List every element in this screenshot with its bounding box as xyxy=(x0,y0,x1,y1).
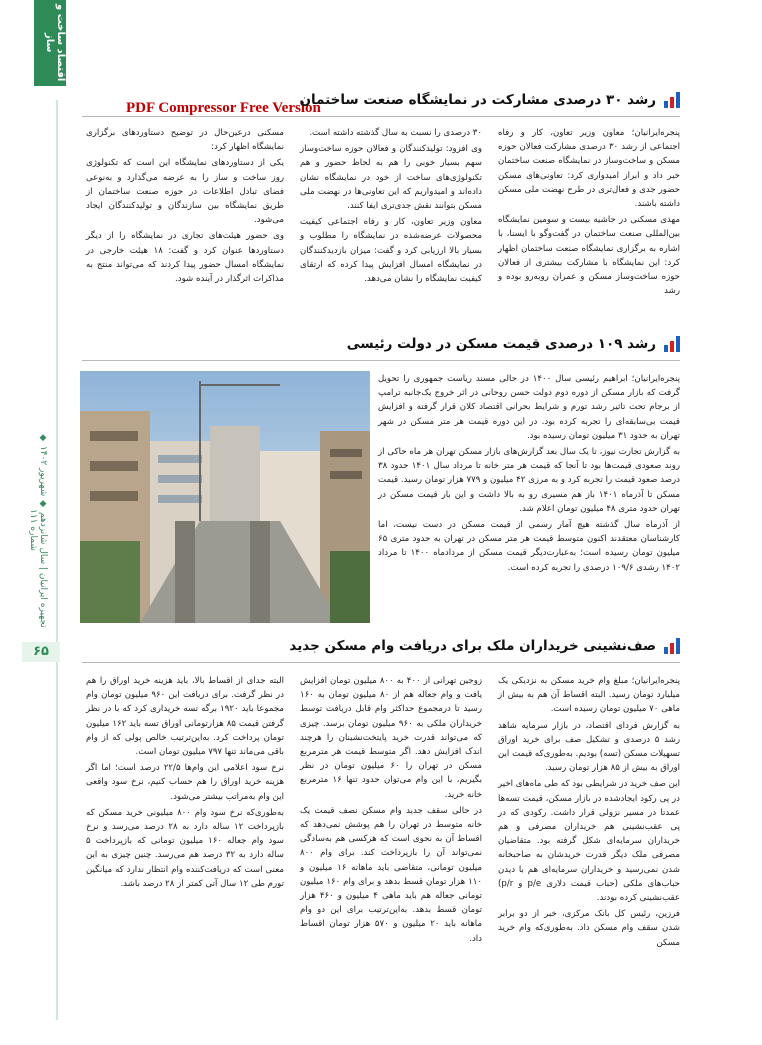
article-2-heading: رشد ۱۰۹ درصدی قیمت مسکن در دولت رئیسی xyxy=(347,336,680,352)
magazine-issue-line: تجهیزه ایرانیان | سال شانزدهم ◆ شهریور ۱۴۰۲ ◆ شماره ۱۱۱ xyxy=(28,432,48,628)
article-2-rule xyxy=(82,360,680,361)
article-3-col-1: پنجره‌ایرانیان؛ مبلغ وام خرید مسکن به نزدیکی یک میلیارد تومان رسید. البته اقساط آن هم به بیش از ماهی ۷۰ میلیون تومان رسیده است. به گزارش فردای اقتصاد، در بازار سرمایه شاهد رشد ۵ درصدی و تشکیل صف برای خرید اوراق تسهیلات مسکن (تسه) بودیم. به‌طوری‌که قیمت این اوراق به بیش از ۸۵ هزار تومان رسید. این صف خرید در شرایطی بود که طی ماه‌های اخیر در پی رکود ایجادشده در بازار مسکن، قیمت تسه‌ها عمدتا در مسیر نزولی قرار داشت. رکودی که در پی عقب‌نشینی هم خریداران مصرفی و هم خریداران سرمایه‌ای شکل گرفته بود. متقاضیان مصرفی ملک دیگر قدرت خریدشان به صاحبخانه شدن نمی‌رسید و خریداران سرمایه‌ای هم با دیدن حباب‌های ملکی (حباب قیمت دلاری p/e و p/r) عقب‌نشینی کرده بودند. فرزین، رئیس کل بانک مرکزی، خبر از دو برابر شدن سقف وام مسکن داد. به‌طوری‌که وام خرید مسکن xyxy=(498,676,680,948)
article-1-col-1: پنجره‌ایرانیان؛ معاون وزیر تعاون، کار و رفاه اجتماعی از رشد ۳۰ درصدی مشارکت فعالان حوزه مسکن و ساخت‌وساز در نمایشگاه صنعت ساختمان خبر داد و ابراز امیدواری کرد: تعاونی‌های مسکن حضور جدی و فعال‌تری در طرح نهضت ملی مسکن داشته باشند. مهدی مسکنی در حاشیه بیست و سومین نمایشگاه بین‌المللی صنعت ساختمان در گفت‌وگو با ایسنا، با اشاره به برگزاری نمایشگاه صنعت ساختمان اظهار کرد: این نمایشگاه با مشارکت بیشتری از فعالان حوزه ساخت‌وساز مسکن و عمران روبه‌رو بوده و رشد xyxy=(498,128,681,297)
heading-bars-icon xyxy=(662,638,680,654)
side-rule xyxy=(56,100,58,1020)
heading-bars-icon xyxy=(662,92,680,108)
article-1-rule xyxy=(82,116,680,117)
article-2-body: پنجره‌ایرانیان؛ ابراهیم رئیسی سال ۱۴۰۰ در حالی مسند ریاست جمهوری را تحویل گرفت که بازار مسکن از دوره دوم دولت حسن روحانی در اثر خروج یک‌جانبه ترامپ از برجام تحت تاثیر رشد تورم و شرایط بحرانی اقتصاد کلان قرار گرفته و افزایش قیمت بی‌سابقه‌ای را تجربه کرده بود. در این دوره قیمت هر متر مسکن در شهر تهران به حدود ۳۱ میلیون تومان رسیده بود. به گزارش تجارت نیوز، تا یک سال بعد گزارش‌های بازار مسکن تهران هر ماه حاکی از روند صعودی قیمت‌ها بود تا آنجا که قیمت هر متر خانه تا مرداد سال ۱۴۰۱ حدود ۳۸ درصد صعود قیمت را تجربه کرد و به مرزی ۴۲ میلیون و ۷۷۹ هزار تومان رسید. قیمت مسکن تا آذرماه ۱۴۰۱ باز هم مسیری رو به بالا داشت و این بار قیمت مسکن در تهران حدود متری ۴۸ میلیون تومان اعلام شد. از آذرماه سال گذشته هیچ آمار رسمی از قیمت مسکن در دست نیست، اما کارشناسان معتقدند اکنون متوسط قیمت هر متر مسکن در تهران به حدود متری ۶۵ میلیون تومان رسیده است؛ به‌عبارت‌دیگر قیمت مسکن از مردادماه ۱۴۰۰ تا مرداد ۱۴۰۲ رشدی ۱۰۹/۶ درصدی را تجربه کرده است. xyxy=(378,374,680,573)
article-3-col-3: البته جدای از اقساط بالا، باید هزینه خرید اوراق را هم در نظر گرفت. برای دریافت این ۹۶۰ میلیون تومان وام مجموعا باید ۱۹۲۰ برگه تسه خریداری کرد که با در نظر گرفتن قیمت ۸۵ هزارتومانی اوراق تسه باید ۱۶۲ میلیون تومان پرداخت کرد. به‌این‌ترتیب خالص پولی که از وام باقی می‌ماند تنها ۷۹۷ میلیون تومان است. نرخ سود اعلامی این وام‌ها ۲۲/۵ درصد است؛ اما اگر هزینه خرید اوراق را هم حساب کنیم، نرخ سود واقعی این وام به‌مراتب بیشتر می‌شود. به‌طوری‌که نرخ سود وام ۸۰۰ میلیونی خرید مسکن که بازپرداخت ۱۲ ساله دارد به ۲۸ درصد می‌رسد و نرخ سود وام جعاله ۱۶۰ میلیون تومانی که بازپرداخت ۵ ساله دارد به ۳۲ درصد هم می‌رسد. چنین چیزی به این معنی است که دریافت‌کننده وام انتظار ندارد که میانگین تورم طی ۱۲ سال آتی کمتر از ۲۸ درصد باشد. xyxy=(86,676,285,889)
article-3-heading: صف‌نشینی خریداران ملک برای دریافت وام مسکن جدید xyxy=(289,638,680,654)
article-1-heading: رشد ۳۰ درصدی مشارکت در نمایشگاه صنعت ساختمان xyxy=(299,92,680,108)
section-tab xyxy=(34,0,66,86)
heading-bars-icon xyxy=(662,336,680,352)
city-construction-photo xyxy=(80,371,370,623)
article-1-col-2: ۳۰ درصدی را نسبت به سال گذشته داشته است. وی افزود: تولیدکنندگان و فعالان حوزه ساخت‌وساز سهم بسیار خوبی را هم به لحاظ حضور و هم تکنولوژی‌های ساخت از خود در نمایشگاه نشان داده‌اند و امیدواریم که این تعاونی‌ها در نهضت ملی مسکن بتوانند نقش جدی‌تری ایفا کنند. معاون وزیر تعاون، کار و رفاه اجتماعی کیفیت محصولات عرضه‌شده در نمایشگاه را مطلوب و بسیار بالا ارزیابی کرد و گفت: میزان بازدیدکنندگان در نمایشگاه امسال افزایش پیدا کرده که ارتقای کیفیت نمایشگاه را نشان می‌دهد. xyxy=(300,128,482,285)
section-label: اقتصاد ساخت و ساز xyxy=(44,4,66,82)
article-1-col-3: مسکنی درعین‌حال در توضیح دستاوردهای برگزاری نمایشگاه اظهار کرد: یکی از دستاوردهای نمایشگاه این است که تکنولوژی روز ساخت و ساز را به عرضه می‌گذارد و به‌نوعی فضای تبادل اطلاعات در حوزه صنعت ساختمان از طریق نمایشگاه بین سازندگان و تولیدکنندگان ایجاد می‌شود. وی حضور هیئت‌های تجاری در نمایشگاه را از دیگر دستاوردها عنوان کرد و گفت: ۱۸ هیئت خارجی در نمایشگاه امسال حضور پیدا کردند که می‌تواند منتج به مذاکرات اثرگذار در آینده شود. xyxy=(86,128,284,285)
page-number: ۶۵ xyxy=(22,642,60,662)
article-3-col-2: زوجین تهرانی از ۴۰۰ به ۸۰۰ میلیون تومان افزایش یافت و وام جعاله هم از ۸۰ میلیون تومان به ۱۶۰ رسید تا درمجموع حداکثر وام قابل دریافت توسط خریداران ملکی به ۹۶۰ میلیون تومان برسد. چیزی که می‌تواند قدرت خرید پایتخت‌نشینان را هرچند اندک افزایش دهد. اگر متوسط قیمت هر مترمربع مسکن در تهران را ۶۰ میلیون تومان در نظر بگیریم، با این وام می‌توان حدود تنها ۱۶ مترمربع خانه خرید. در حالی سقف جدید وام مسکن نصف قیمت یک خانه متوسط در تهران را هم پوشش نمی‌دهد که اقساط آن به نحوی است که هرکسی هم به‌سادگی نمی‌تواند آن را بازپرداخت کند. برای وام ۸۰۰ میلیون تومانی، متقاضی باید ماهانه ۱۶ میلیون و ۱۱۰ هزار تومان قسط بدهد و برای وام ۱۶۰ میلیون تومانی جعاله هم باید ماهی ۴ میلیون و ۴۶۰ هزار تومان قسط بدهد. به‌این‌ترتیب برای این دو وام ماهانه باید ۲۰ میلیون و ۵۷۰ هزار تومان اقساط داد. xyxy=(300,676,483,944)
article-3-rule xyxy=(82,662,680,663)
pdf-watermark: PDF Compressor Free Version xyxy=(126,100,321,116)
